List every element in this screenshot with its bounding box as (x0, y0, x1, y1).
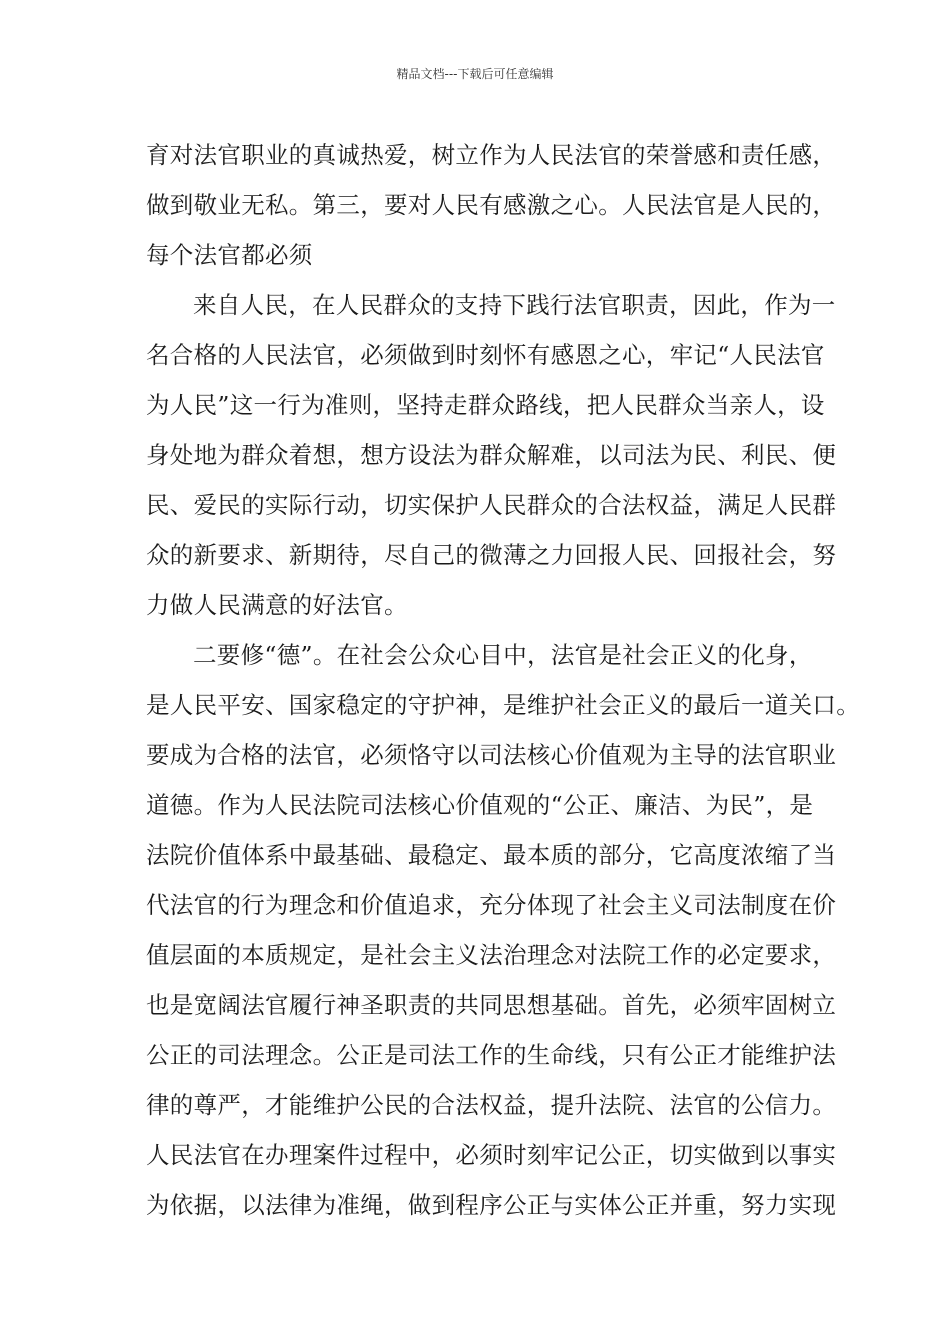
text-line: 众的新要求、新期待，尽自己的微薄之力回报人民、回报社会，努 (146, 541, 837, 569)
text-line: 值层面的本质规定，是社会主义法治理念对法院工作的必定要求， (146, 941, 837, 969)
text-line: 人民法官在办理案件过程中，必须时刻牢记公正，切实做到以事实 (146, 1141, 837, 1169)
text-line: 二要修“德”。在社会公众心目中，法官是社会正义的化身， (193, 641, 813, 669)
text-line: 也是宽阔法官履行神圣职责的共同思想基础。首先，必须牢固树立 (146, 991, 837, 1019)
text-line: 来自人民，在人民群众的支持下践行法官职责，因此，作为一 (193, 291, 836, 319)
document-body (146, 130, 860, 1230)
text-line: 育对法官职业的真诚热爱，树立作为人民法官的荣誉感和责任感， (146, 141, 837, 169)
header-text: 精品文档---下载后可任意编辑 (396, 67, 554, 81)
text-line: 为人民”这一行为准则，坚持走群众路线，把人民群众当亲人，设 (146, 391, 825, 419)
text-line: 做到敬业无私。第三，要对人民有感激之心。人民法官是人民的， (146, 191, 837, 219)
text-line: 律的尊严，才能维护公民的合法权益，提升法院、法官的公信力。 (146, 1091, 837, 1119)
text-line: 名合格的人民法官，必须做到时刻怀有感恩之心，牢记“人民法官 (146, 341, 825, 369)
text-line: 每个法官都必须 (146, 241, 313, 269)
text-line: 公正的司法理念。公正是司法工作的生命线，只有公正才能维护法 (146, 1041, 837, 1069)
text-line: 代法官的行为理念和价值追求，充分体现了社会主义司法制度在价 (146, 891, 837, 919)
text-line: 民、爱民的实际行动，切实保护人民群众的合法权益，满足人民群 (146, 491, 837, 519)
text-line: 力做人民满意的好法官。 (146, 591, 408, 619)
text-line: 法院价值体系中最基础、最稳定、最本质的部分，它高度浓缩了当 (146, 841, 837, 869)
page-header (0, 66, 950, 82)
text-line: 是人民平安、国家稳定的守护神，是维护社会正义的最后一道关口。 (146, 691, 860, 719)
text-line: 道德。作为人民法院司法核心价值观的“公正、廉洁、为民”，是 (146, 791, 814, 819)
text-line: 为依据，以法律为准绳，做到程序公正与实体公正并重，努力实现 (146, 1191, 837, 1219)
text-line: 身处地为群众着想，想方设法为群众解难，以司法为民、利民、便 (146, 441, 837, 469)
text-line: 要成为合格的法官，必须恪守以司法核心价值观为主导的法官职业 (146, 741, 837, 769)
